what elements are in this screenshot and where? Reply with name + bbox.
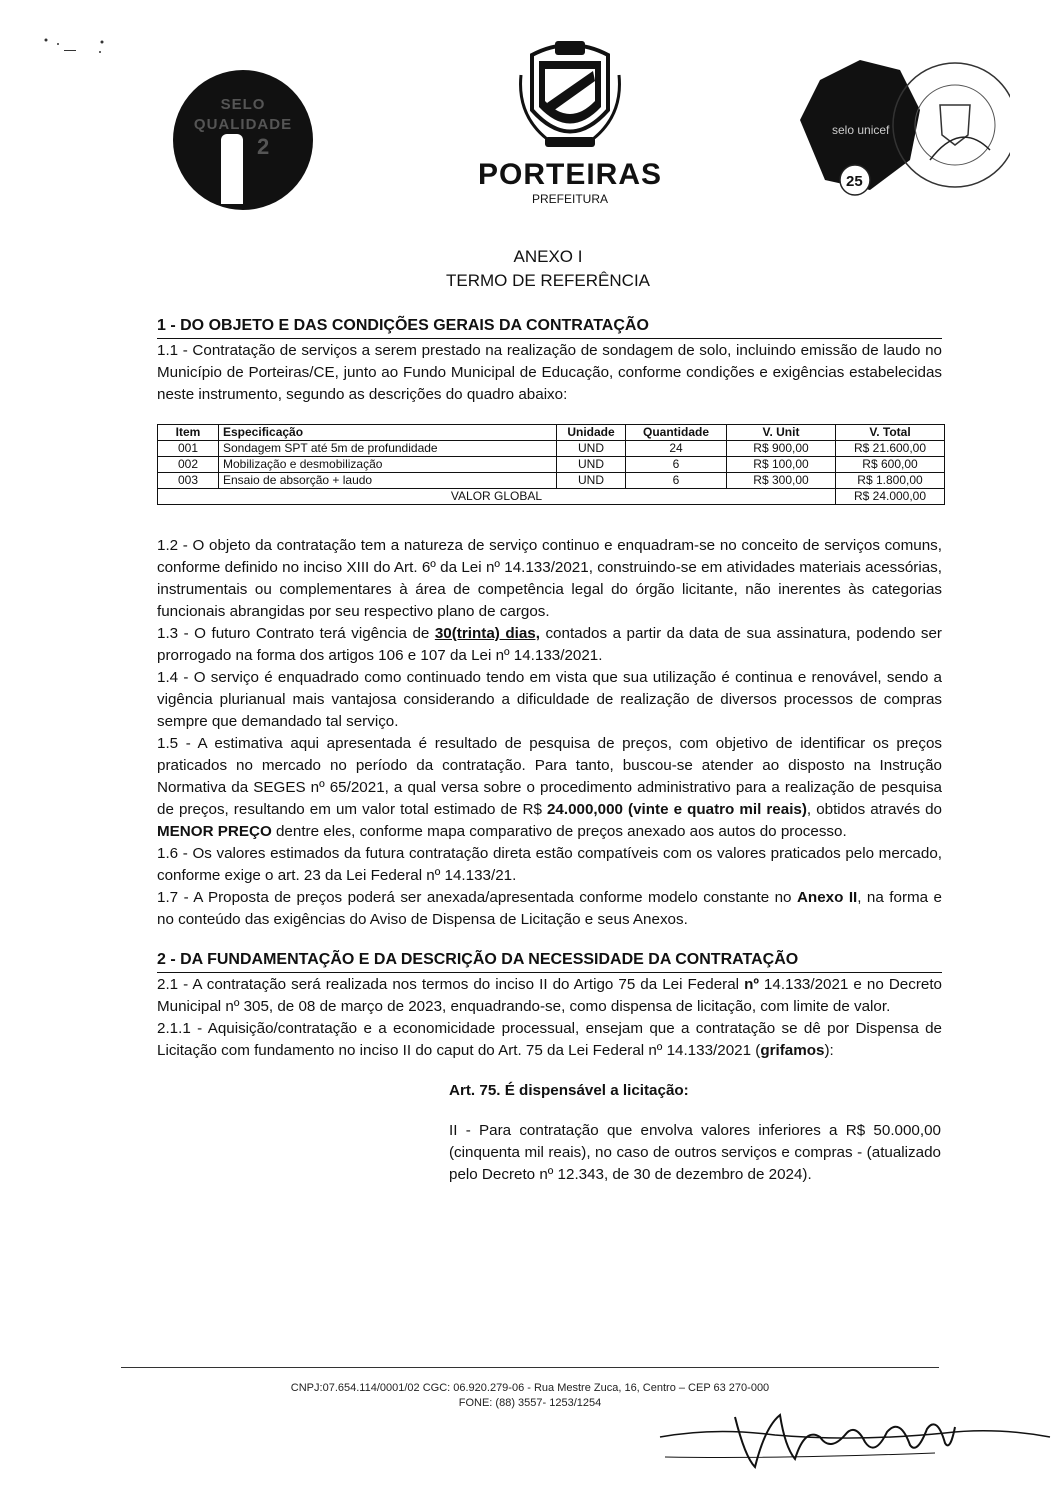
- cell-specification: Mobilização e desmobilização: [219, 457, 557, 473]
- p1-5-text-e: dentre eles, conforme mapa comparativo de preços anexado aos autos do processo.: [271, 823, 847, 840]
- paragraph-1-1: 1.1 - Contratação de serviços a serem prestado na realização de sondagem de solo, incluindo emissão de laudo no Município de Porteiras/CE, junto ao Fundo Municipal de Educação, conforme condições e exigências estabelecidas neste instrumento, segundo as descrições do quadro abaixo:: [157, 342, 942, 403]
- p2-1-1-text-b: grifamos: [760, 1042, 825, 1059]
- cell-specification: Sondagem SPT até 5m de profundidade: [219, 441, 557, 457]
- cell-quantity: 24: [626, 441, 727, 457]
- p2-1-text-b: nº: [744, 976, 759, 993]
- col-total-price: V. Total: [836, 425, 945, 441]
- cell-item: 002: [158, 457, 219, 473]
- brand-subtitle: PREFEITURA: [531, 192, 608, 206]
- footer-line-1: CNPJ:07.654.114/0001/02 CGC: 06.920.279-06 - Rua Mestre Zuca, 16, Centro – CEP 63 270-000: [290, 1382, 770, 1394]
- paragraph-1-5: [157, 733, 942, 843]
- cell-item: 003: [158, 473, 219, 489]
- footer-divider: [121, 1367, 939, 1368]
- paragraph-2-1: [157, 974, 942, 1018]
- items-table: [157, 424, 945, 505]
- paragraph-2-1-1: [157, 1018, 942, 1062]
- svg-text:selo unicef: selo unicef: [832, 123, 890, 137]
- table-row: [158, 473, 945, 489]
- col-specification: Especificação: [219, 425, 557, 441]
- col-unit: Unidade: [557, 425, 626, 441]
- brand-name: PORTEIRAS: [477, 158, 663, 191]
- cell-total-price: R$ 600,00: [836, 457, 945, 473]
- lowest-price-term: MENOR PREÇO: [157, 823, 272, 840]
- footer-line-2: FONE: (88) 3557- 1253/1254: [458, 1397, 602, 1409]
- p1-5-text-a: 1.5 - A estimativa aqui apresentada é resultado de pesquisa de preços, com objetivo de identificar os preços praticados no mercado no período da contratação. Para tanto, buscou-se atender ao disposto na Instrução Normativa da SEGES nº 65/2021, a qual versa sobre o procedimento administrativo para a realização de pesquisa de preços, resultando em um valor total estimado de R$: [157, 735, 942, 818]
- table-row: [158, 457, 945, 473]
- p2-1-1-text-c: ):: [824, 1042, 834, 1059]
- contract-term: 30(trinta) dias,: [434, 625, 540, 642]
- cell-total-price: R$ 1.800,00: [836, 473, 945, 489]
- p2-1-text-c: 14.133/2021 e no Decreto Municipal nº 305, de 08 de março de 2023, enquadrando-se, como dispensa de licitação, com limite de valor.: [157, 976, 942, 1015]
- table-total-row: [158, 489, 945, 505]
- cell-unit-price: R$ 100,00: [727, 457, 836, 473]
- section-1-heading: 1 - DO OBJETO E DAS CONDIÇÕES GERAIS DA CONTRATAÇÃO: [157, 315, 942, 339]
- document-title: TERMO DE REFERÊNCIA: [445, 271, 651, 290]
- section-2-heading: 2 - DA FUNDAMENTAÇÃO E DA DESCRIÇÃO DA NECESSIDADE DA CONTRATAÇÃO: [157, 949, 942, 973]
- p2-1-text-a: 2.1 - A contratação será realizada nos termos do inciso II do Artigo 75 da Lei Federal: [157, 976, 745, 993]
- col-item: Item: [158, 425, 219, 441]
- cell-unit: UND: [557, 457, 626, 473]
- seal-line-1: SELO: [220, 96, 266, 113]
- cell-unit-price: R$ 900,00: [727, 441, 836, 457]
- p1-3-text-a: 1.3 - O futuro Contrato terá vigência de: [157, 625, 435, 642]
- article-75-heading: Art. 75. É dispensável a licitação:: [449, 1082, 689, 1099]
- table-header-row: [158, 425, 945, 441]
- seal-emblem: [221, 134, 243, 204]
- paragraph-1-3: [157, 623, 942, 667]
- handwritten-signature: [655, 1397, 1055, 1477]
- annex-title: ANEXO I: [513, 247, 583, 266]
- cell-unit-price: R$ 300,00: [727, 473, 836, 489]
- document-titles: [0, 245, 1060, 293]
- unicef-seal-stamp: [790, 40, 1010, 210]
- letterhead: [0, 0, 1060, 230]
- document-body: [157, 315, 942, 1186]
- total-label: VALOR GLOBAL: [158, 489, 836, 505]
- paragraph-1-7: [157, 887, 942, 931]
- article-75-inciso-ii: II - Para contratação que envolva valores inferiores a R$ 50.000,00 (cinquenta mil reais), no caso de outros serviços e compras - (atualizado pelo Decreto nº 12.343, de 30 de dezembro de 2024).: [449, 1122, 941, 1183]
- annex-ii-ref: Anexo II: [796, 889, 858, 906]
- p1-7-text-c: , na forma e no conteúdo das exigências do Aviso de Dispensa de Licitação e seus Anexos.: [157, 889, 942, 928]
- quality-seal-logo: [173, 70, 313, 210]
- cell-item: 001: [158, 441, 219, 457]
- estimated-value: 24.000,000 (vinte e quatro mil reais): [546, 801, 807, 818]
- seal-number: 2: [257, 134, 270, 159]
- paragraph-1-4: 1.4 - O serviço é enquadrado como continuado tendo em vista que sua utilização é continua e renovável, sendo a vigência plurianual mais vantajosa considerando a dificuldade de realização de diversos processos de compras sempre que demandado tal serviço.: [157, 669, 942, 730]
- total-value: R$ 24.000,00: [836, 489, 945, 505]
- col-unit-price: V. Unit: [727, 425, 836, 441]
- scan-marks: [40, 30, 120, 60]
- municipal-crest-logo: [517, 35, 623, 155]
- svg-text:25: 25: [846, 173, 863, 190]
- seal-line-2: QUALIDADE: [193, 116, 293, 133]
- p1-5-text-c: , obtidos através do: [806, 801, 942, 818]
- cell-total-price: R$ 21.600,00: [836, 441, 945, 457]
- p2-1-1-text-a: 2.1.1 - Aquisição/contratação e a economicidade processual, ensejam que a contratação se dê por Dispensa de Licitação com fundamento no inciso II do caput do Art. 75 da Lei Federal nº 14.133/2021 (: [157, 1020, 942, 1059]
- paragraph-1-6: 1.6 - Os valores estimados da futura contratação direta estão compatíveis com os valores praticados pelo mercado, conforme exige o art. 23 da Lei Federal nº 14.133/21.: [157, 845, 942, 884]
- col-quantity: Quantidade: [626, 425, 727, 441]
- table-row: [158, 441, 945, 457]
- cell-quantity: 6: [626, 457, 727, 473]
- p1-7-text-a: 1.7 - A Proposta de preços poderá ser anexada/apresentada conforme modelo constante no: [157, 889, 797, 906]
- paragraph-1-2: 1.2 - O objeto da contratação tem a natureza de serviço continuo e enquadram-se no conceito de serviços comuns, conforme definido no inciso XIII do Art. 6º da Lei nº 14.133/2021, construindo-se em atividades materiais acessórias, instrumentais ou complementares à área de competência legal do órgão licitante, não inerentes às categorias funcionais abrangidas por seu respectivo plano de cargos.: [157, 537, 942, 620]
- p1-3-text-c: contados a partir da data de sua assinatura, podendo ser prorrogado na forma dos artigos 106 e 107 da Lei nº 14.133/2021.: [157, 625, 942, 664]
- cell-unit: UND: [557, 441, 626, 457]
- cell-specification: Ensaio de absorção + laudo: [219, 473, 557, 489]
- cell-quantity: 6: [626, 473, 727, 489]
- cell-unit: UND: [557, 473, 626, 489]
